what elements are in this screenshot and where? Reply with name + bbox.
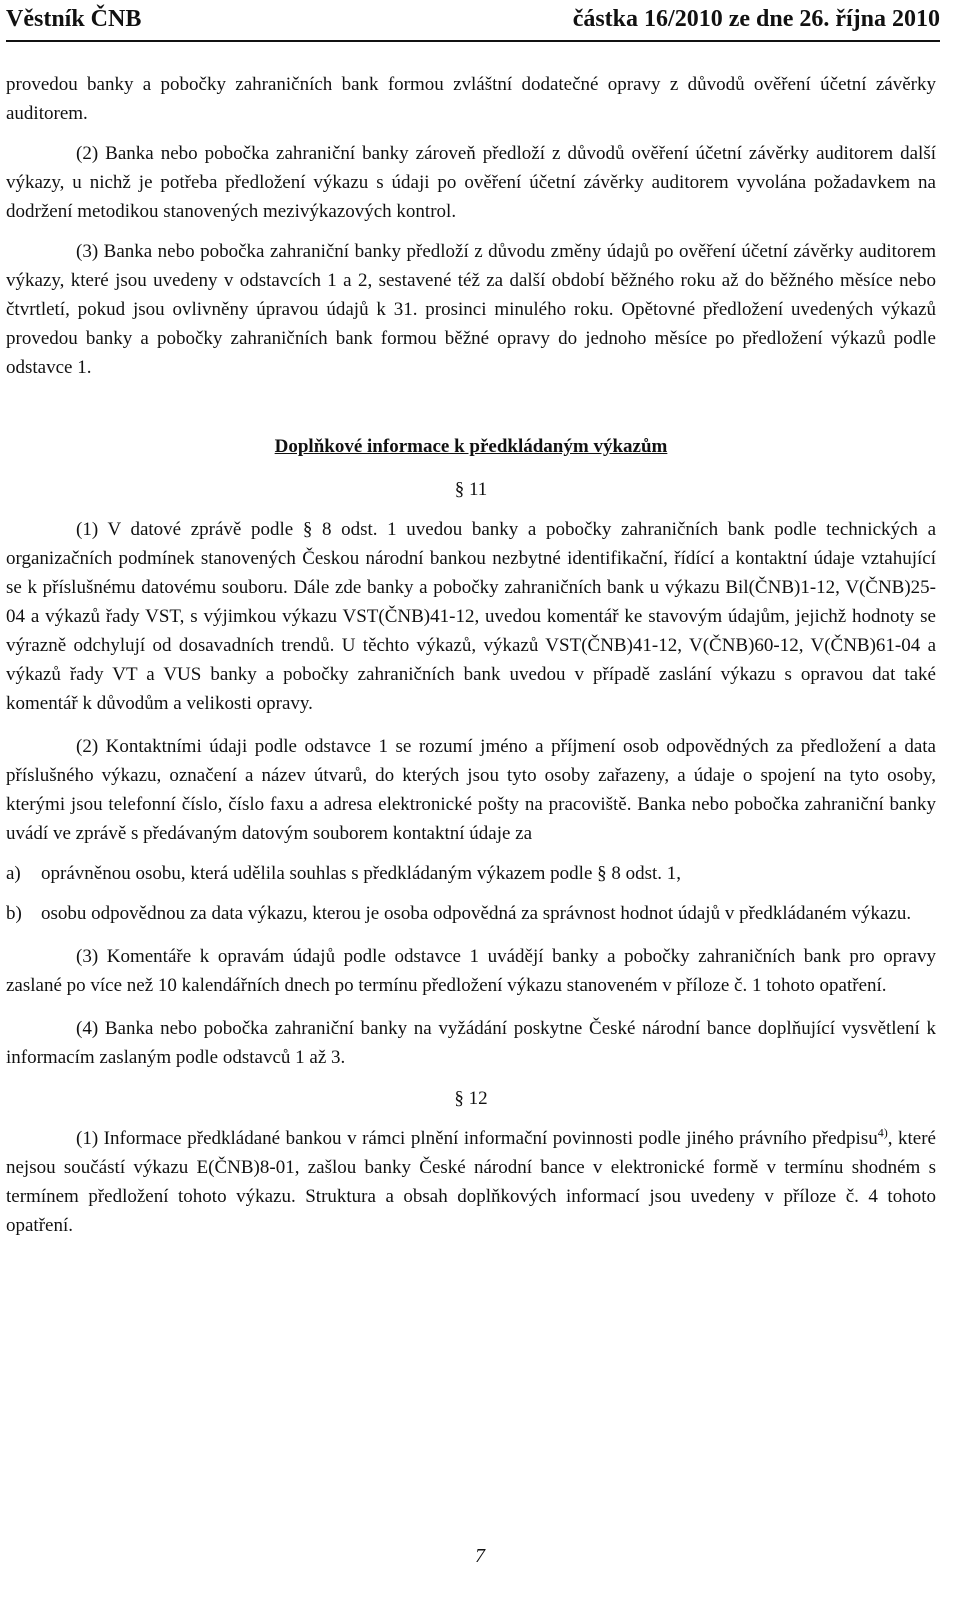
document-body	[6, 70, 936, 1240]
list-label: b)	[6, 903, 22, 924]
paragraph: provedou banky a pobočky zahraničních bank formou zvláštní dodatečné opravy z důvodů ověření účetní závěrky auditorem.	[6, 74, 936, 124]
journal-title: Věstník ČNB	[6, 6, 142, 32]
section-number: § 12	[454, 1088, 488, 1109]
paragraph: (4) Banka nebo pobočka zahraniční banky na vyžádání poskytne České národní bance doplňující vysvětlení k informacím zaslaným podle odstavců 1 až 3.	[6, 1018, 936, 1068]
list-item	[6, 859, 936, 888]
list-text: osobu odpovědnou za data výkazu, kterou je osoba odpovědná za správnost hodnot údajů v předkládaném výkazu.	[41, 903, 912, 924]
section-number: § 11	[454, 479, 488, 500]
page-number: 7	[475, 1545, 485, 1567]
paragraph: (2) Kontaktními údaji podle odstavce 1 se rozumí jméno a příjmení osob odpovědných za předložení a data příslušného výkazu, označení a název útvarů, do kterých jsou tyto osoby zařazeny, a údaje o spojení na tyto osoby, kterými jsou telefonní číslo, číslo faxu a adresa elektronické pošty na pracoviště. Banka nebo pobočka zahraniční banky uvádí ve zprávě s předávaným datovým souborem kontaktní údaje za	[6, 736, 936, 844]
paragraph: (3) Banka nebo pobočka zahraniční banky předloží z důvodu změny údajů po ověření účetní závěrky auditorem výkazy, které jsou uvedeny v odstavcích 1 a 2, sestavené též za další období běžného roku až do běžného měsíce nebo čtvrtletí, pokud jsou ovlivněny úpravou údajů k 31. prosinci minulého roku. Opětovné předložení uvedených výkazů provedou banky a pobočky zahraničních bank formou běžné opravy do jednoho měsíce po předložení výkazů podle odstavce 1.	[6, 241, 936, 378]
paragraph-text: (1) Informace předkládané bankou v rámci plnění informační povinnosti podle jiného právního předpisu	[76, 1128, 878, 1149]
list-item	[6, 899, 936, 928]
paragraph: (1) V datové zprávě podle § 8 odst. 1 uvedou banky a pobočky zahraničních bank podle technických a organizačních podmínek stanovených Českou národní bankou nezbytné identifikační, řídící a kontaktní údaje vztahující se k příslušnému datovému souboru. Dále zde banky a pobočky zahraničních bank u výkazu Bil(ČNB)1-12, V(ČNB)25-04 a výkazů řady VST, s výjimkou výkazu VST(ČNB)41-12, uvedou komentář ke stavovým údajům, jejichž hodnoty se výrazně odchylují od dosavadních trendů. U těchto výkazů, výkazů VST(ČNB)41-12, V(ČNB)60-12, V(ČNB)61-04 a výkazů řady VT a VUS banky a pobočky zahraničních bank uvedou v případě zaslání výkazu s opravou dat také komentář k důvodům a velikosti opravy.	[6, 519, 936, 714]
paragraph: (2) Banka nebo pobočka zahraniční banky zároveň předloží z důvodů ověření účetní závěrky auditorem další výkazy, u nichž je potřeba předložení výkazu s údaji po ověření účetní závěrky auditorem vyvolána požadavkem na dodržení metodikou stanovených mezivýkazových kontrol.	[6, 143, 936, 222]
list-label: a)	[6, 863, 21, 884]
paragraph: (3) Komentáře k opravám údajů podle odstavce 1 uvádějí banky a pobočky zahraničních bank pro opravy zaslané po více než 10 kalendářních dnech po termínu předložení výkazu stanoveném v příloze č. 1 tohoto opatření.	[6, 946, 936, 996]
list-text: oprávněnou osobu, která udělila souhlas s předkládaným výkazem podle § 8 odst. 1,	[41, 863, 682, 884]
paragraph	[6, 1124, 936, 1240]
paragraph-text: , které nejsou součástí výkazu E(ČNB)8-01, zašlou banky České národní bance v elektronické formě v termínu shodném s termínem předložení tohoto výkazu. Struktura a obsah doplňkových informací jsou uvedeny v příloze č. 4 tohoto opatření.	[6, 1128, 936, 1236]
issue-info: částka 16/2010 ze dne 26. října 2010	[572, 6, 940, 32]
section-heading: Doplňkové informace k předkládaným výkazům	[274, 436, 668, 457]
footnote-ref: 4)	[877, 1125, 888, 1140]
page-header	[6, 4, 940, 42]
